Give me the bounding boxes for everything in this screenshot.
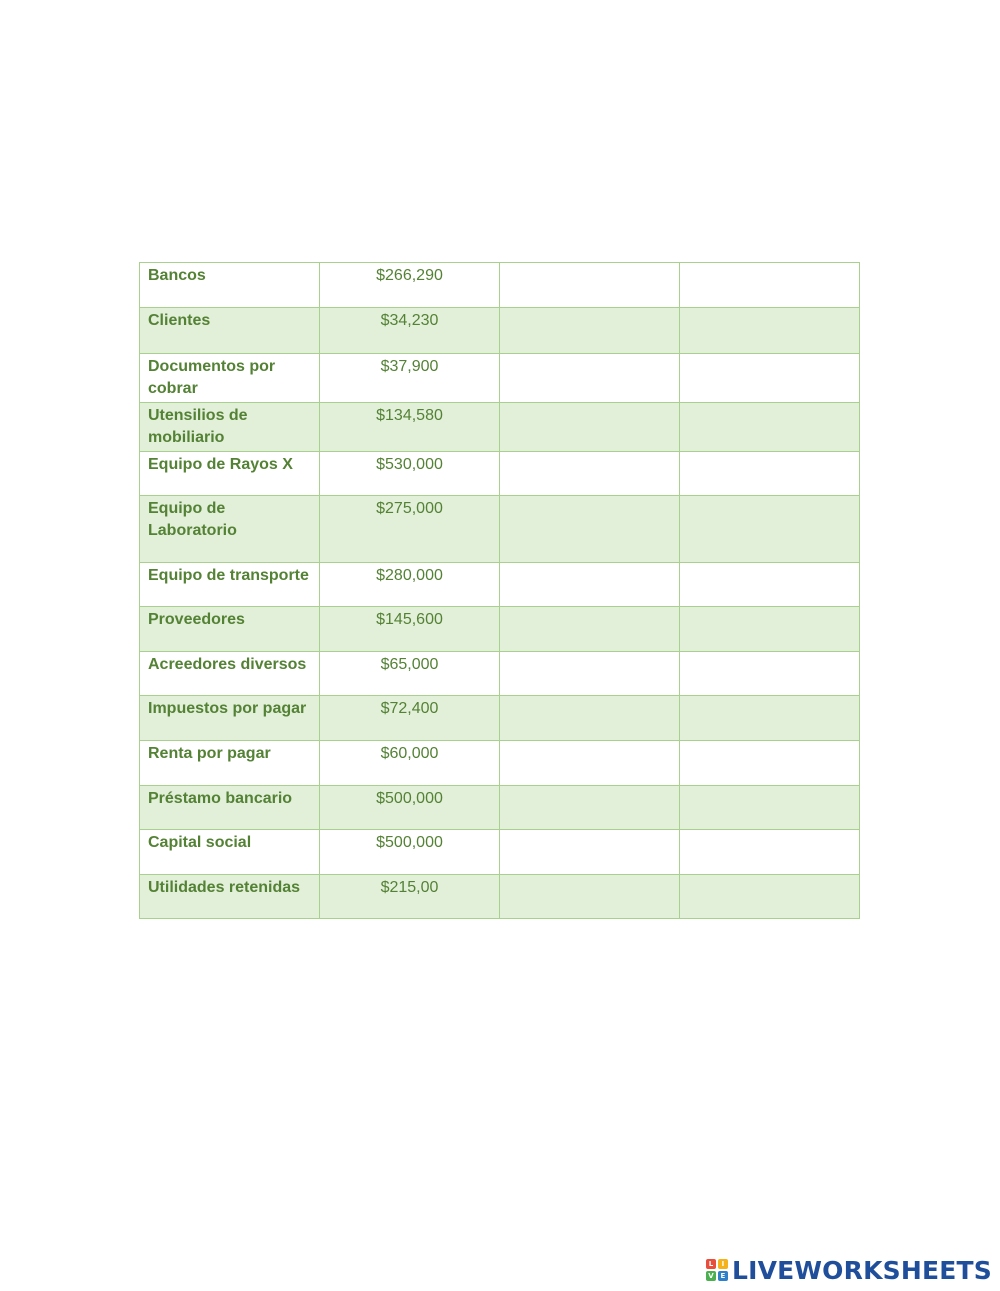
account-name: Clientes xyxy=(140,308,320,354)
account-name: Bancos xyxy=(140,263,320,308)
answer-cell[interactable] xyxy=(680,403,860,452)
answer-cell[interactable] xyxy=(500,496,680,563)
logo-mark-i: I xyxy=(718,1259,728,1269)
table-row xyxy=(140,452,860,496)
answer-cell[interactable] xyxy=(500,403,680,452)
account-name: Equipo de Laboratorio xyxy=(140,496,320,563)
account-amount: $500,000 xyxy=(320,786,500,830)
logo-mark-e: E xyxy=(718,1271,728,1281)
table-row xyxy=(140,263,860,308)
answer-cell[interactable] xyxy=(680,741,860,786)
account-name: Proveedores xyxy=(140,607,320,652)
account-amount: $530,000 xyxy=(320,452,500,496)
answer-cell[interactable] xyxy=(680,607,860,652)
answer-cell[interactable] xyxy=(680,308,860,354)
answer-cell[interactable] xyxy=(500,452,680,496)
answer-cell[interactable] xyxy=(680,830,860,875)
answer-cell[interactable] xyxy=(680,786,860,830)
table-row xyxy=(140,696,860,741)
account-amount: $145,600 xyxy=(320,607,500,652)
answer-cell[interactable] xyxy=(500,607,680,652)
answer-cell[interactable] xyxy=(500,786,680,830)
table-row xyxy=(140,496,860,563)
account-name: Documentos por cobrar xyxy=(140,354,320,403)
answer-cell[interactable] xyxy=(680,354,860,403)
answer-cell[interactable] xyxy=(680,452,860,496)
answer-cell[interactable] xyxy=(500,354,680,403)
account-name: Equipo de transporte xyxy=(140,563,320,607)
account-amount: $37,900 xyxy=(320,354,500,403)
account-name: Utensilios de mobiliario xyxy=(140,403,320,452)
table-row xyxy=(140,786,860,830)
liveworksheets-logo-icon xyxy=(706,1259,728,1281)
account-name: Acreedores diversos xyxy=(140,652,320,696)
account-name: Utilidades retenidas xyxy=(140,875,320,919)
answer-cell[interactable] xyxy=(680,563,860,607)
table-row xyxy=(140,607,860,652)
answer-cell[interactable] xyxy=(500,652,680,696)
answer-cell[interactable] xyxy=(500,875,680,919)
logo-mark-l: L xyxy=(706,1259,716,1269)
table-row xyxy=(140,308,860,354)
answer-cell[interactable] xyxy=(500,308,680,354)
table-row xyxy=(140,652,860,696)
table-row xyxy=(140,354,860,403)
table-row xyxy=(140,741,860,786)
answer-cell[interactable] xyxy=(500,563,680,607)
account-amount: $275,000 xyxy=(320,496,500,563)
table-row xyxy=(140,830,860,875)
logo-text: LIVEWORKSHEETS xyxy=(731,1255,992,1285)
account-name: Impuestos por pagar xyxy=(140,696,320,741)
account-amount: $134,580 xyxy=(320,403,500,452)
answer-cell[interactable] xyxy=(680,696,860,741)
answer-cell[interactable] xyxy=(500,696,680,741)
answer-cell[interactable] xyxy=(680,496,860,563)
account-name: Equipo de Rayos X xyxy=(140,452,320,496)
table-row xyxy=(140,403,860,452)
account-name: Capital social xyxy=(140,830,320,875)
answer-cell[interactable] xyxy=(500,830,680,875)
table-row xyxy=(140,563,860,607)
liveworksheets-logo xyxy=(706,1255,992,1285)
account-amount: $72,400 xyxy=(320,696,500,741)
account-name: Renta por pagar xyxy=(140,741,320,786)
account-amount: $280,000 xyxy=(320,563,500,607)
answer-cell[interactable] xyxy=(500,263,680,308)
answer-cell[interactable] xyxy=(680,263,860,308)
answer-cell[interactable] xyxy=(500,741,680,786)
accounts-table xyxy=(139,262,860,919)
account-amount: $65,000 xyxy=(320,652,500,696)
logo-mark-v: V xyxy=(706,1271,716,1281)
answer-cell[interactable] xyxy=(680,875,860,919)
account-name: Préstamo bancario xyxy=(140,786,320,830)
account-amount: $60,000 xyxy=(320,741,500,786)
answer-cell[interactable] xyxy=(680,652,860,696)
table-row xyxy=(140,875,860,919)
accounts-table-body xyxy=(140,263,860,919)
account-amount: $215,00 xyxy=(320,875,500,919)
account-amount: $34,230 xyxy=(320,308,500,354)
account-amount: $266,290 xyxy=(320,263,500,308)
account-amount: $500,000 xyxy=(320,830,500,875)
